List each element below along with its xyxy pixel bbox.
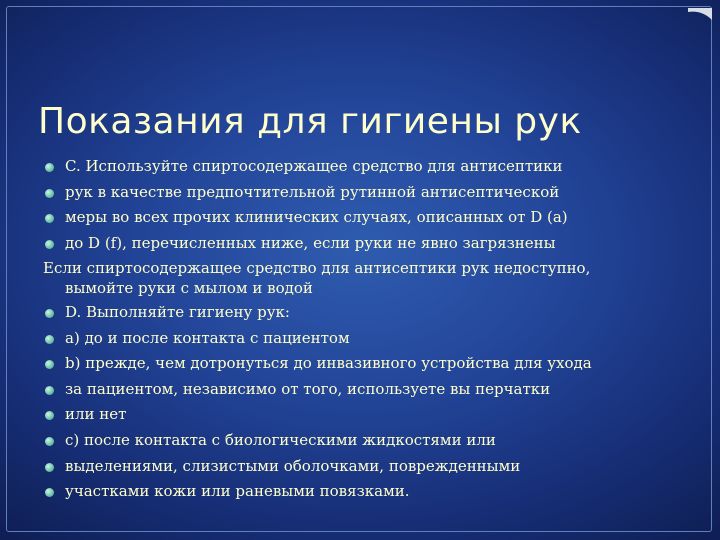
bullet-item <box>43 454 663 480</box>
bullet-item <box>43 402 663 428</box>
bullet-dot-icon <box>45 214 54 223</box>
line-text: вымойте руки с мылом и водой <box>65 278 313 297</box>
bullet-item <box>43 428 663 454</box>
bullet-dot-icon <box>45 163 54 172</box>
bullet-dot-icon <box>45 386 54 395</box>
slide-title: Показания для гигиены рук <box>38 101 582 142</box>
bullet-item <box>43 479 663 505</box>
bullet-item <box>43 180 663 206</box>
line-text: участками кожи или раневыми повязками. <box>65 482 410 501</box>
line-text: a) до и после контакта с пациентом <box>65 328 350 347</box>
bullet-item <box>43 231 663 257</box>
bullet-dot-icon <box>45 240 54 249</box>
bullet-dot-icon <box>45 360 54 369</box>
text-line <box>43 279 663 297</box>
line-text: рук в качестве предпочтительной рутинной антисептической <box>65 182 560 201</box>
bullet-item <box>43 326 663 352</box>
line-text: D. Выполняйте гигиену рук: <box>65 302 290 321</box>
line-text: до D (f), перечисленных ниже, если руки не явно загрязнены <box>65 233 556 252</box>
line-text: Если спиртосодержащее средство для антисептики рук недоступно, <box>43 259 591 278</box>
bullet-dot-icon <box>45 488 54 497</box>
bullet-dot-icon <box>45 437 54 446</box>
slide-body <box>43 154 663 505</box>
bullet-dot-icon <box>45 411 54 420</box>
line-text: меры во всех прочих клинических случаях, описанных от D (a) <box>65 208 568 227</box>
bullet-item <box>43 154 663 180</box>
bullet-dot-icon <box>45 189 54 198</box>
corner-decoration-icon <box>688 8 712 20</box>
line-text: или нет <box>65 405 127 424</box>
bullet-dot-icon <box>45 309 54 318</box>
bullet-dot-icon <box>45 335 54 344</box>
line-text: c) после контакта с биологическими жидкостями или <box>65 430 496 449</box>
line-text: за пациентом, независимо от того, используете вы перчатки <box>65 379 551 398</box>
bullet-dot-icon <box>45 463 54 472</box>
line-text: выделениями, слизистыми оболочками, поврежденными <box>65 456 521 475</box>
bullet-item <box>43 205 663 231</box>
bullet-item <box>43 351 663 377</box>
line-text: C. Используйте спиртосодержащее средство для антисептики <box>65 157 563 175</box>
bullet-item <box>43 377 663 403</box>
bullet-item <box>43 300 663 326</box>
line-text: b) прежде, чем дотронуться до инвазивного устройства для ухода <box>65 354 592 373</box>
